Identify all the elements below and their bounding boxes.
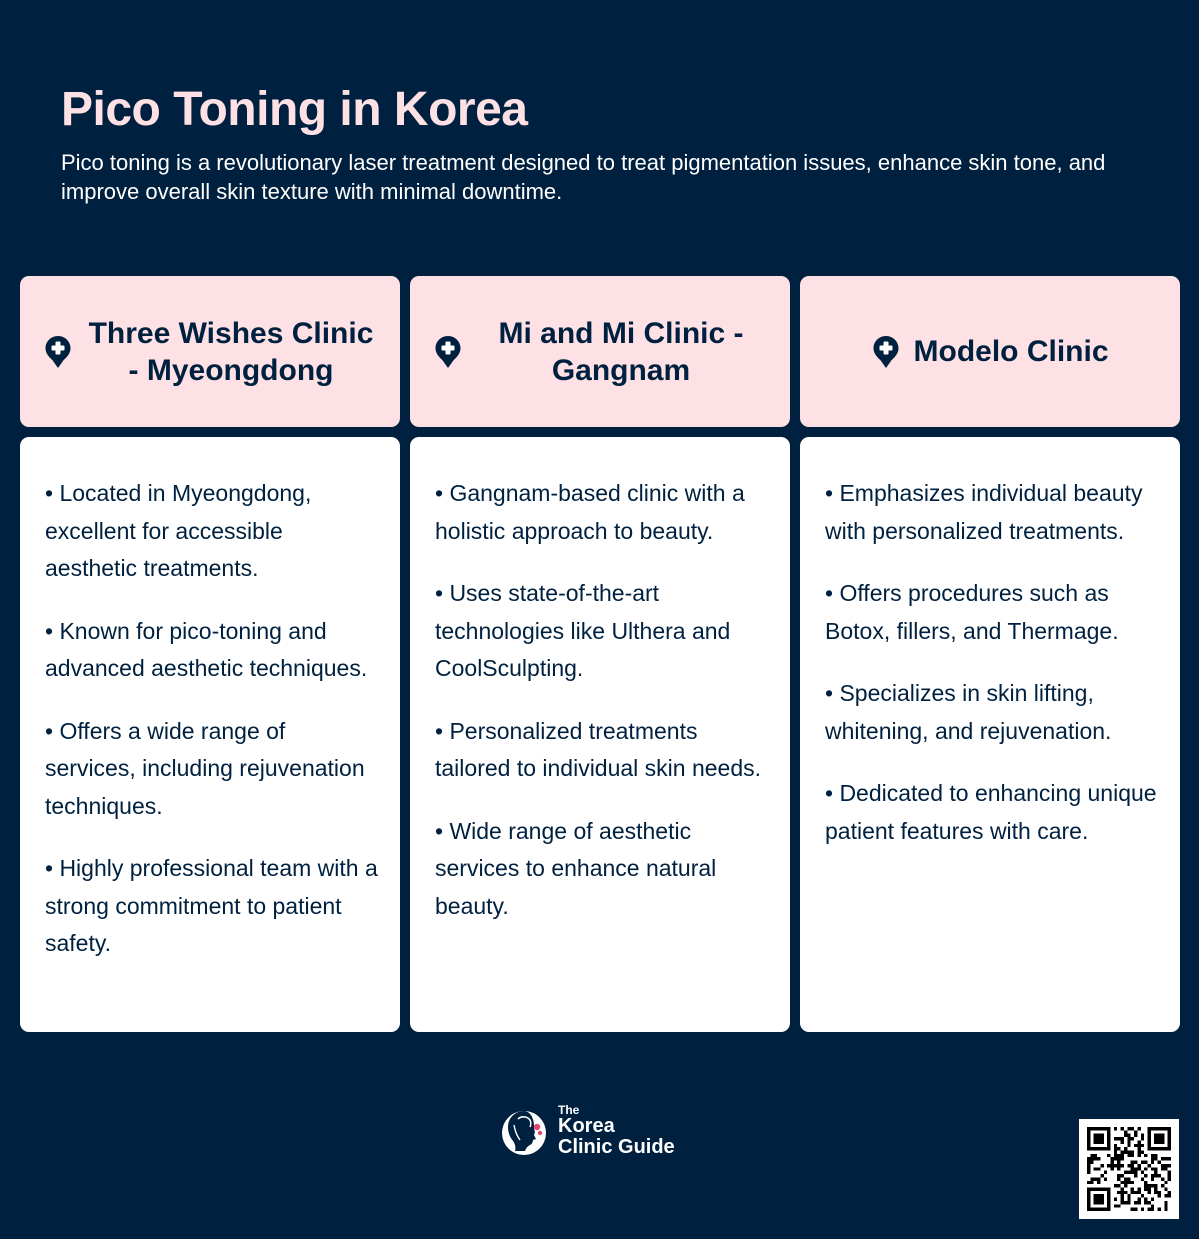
list-item: • Emphasizes individual beauty with personalized treatments. — [825, 480, 1143, 544]
clinic-card-mi-and-mi — [410, 276, 790, 1032]
list-item: • Personalized treatments tailored to individual skin needs. — [435, 717, 762, 781]
brand-logo — [500, 1103, 675, 1159]
list-item: • Highly professional team with a strong commitment to patient safety. — [45, 855, 378, 956]
clinic-name: Modelo Clinic — [913, 335, 1109, 368]
list-item: • Located in Myeongdong, excellent for accessible aesthetic treatments. — [45, 480, 312, 581]
map-pin-plus-icon — [434, 335, 462, 369]
logo-the: The — [558, 1103, 580, 1117]
clinic-card-body — [20, 437, 400, 1032]
woman-profile-logo-icon — [500, 1103, 550, 1159]
qr-code-icon — [1087, 1127, 1171, 1211]
clinic-card-header — [20, 276, 400, 427]
clinic-card-modelo — [800, 276, 1180, 1032]
page-subtitle: Pico toning is a revolutionary laser treatment designed to treat pigmentation issues, enhance skin tone, and improve overall skin texture with minimal downtime. — [61, 150, 1106, 204]
list-item: • Gangnam-based clinic with a holistic approach to beauty. — [435, 480, 745, 544]
list-item: • Dedicated to enhancing unique patient features with care. — [825, 780, 1157, 844]
clinic-name: Three Wishes Clinic - Myeongdong — [88, 316, 374, 387]
clinic-card-header — [410, 276, 790, 427]
page-header — [61, 82, 1161, 206]
list-item: • Known for pico-toning and advanced aesthetic techniques. — [45, 617, 368, 681]
page-title: Pico Toning in Korea — [61, 83, 528, 136]
clinic-card-three-wishes — [20, 276, 400, 1032]
list-item: • Uses state-of-the-art technologies like Ulthera and CoolSculpting. — [435, 580, 731, 681]
clinic-card-body — [410, 437, 790, 1032]
list-item: • Offers a wide range of services, including rejuvenation techniques. — [45, 717, 365, 819]
clinic-card-body — [800, 437, 1180, 1032]
brand-logo-text — [558, 1104, 675, 1158]
logo-line-1: Korea — [558, 1115, 615, 1137]
list-item: • Wide range of aesthetic services to enhance natural beauty. — [435, 817, 717, 919]
list-item: • Specializes in skin lifting, whitening, and rejuvenation. — [825, 680, 1112, 744]
qr-code[interactable] — [1079, 1119, 1179, 1219]
map-pin-plus-icon — [872, 335, 900, 369]
clinic-name: Mi and Mi Clinic - Gangnam — [498, 316, 744, 387]
list-item: • Offers procedures such as Botox, fillers, and Thermage. — [825, 580, 1119, 644]
clinic-card-header — [800, 276, 1180, 427]
logo-line-2: Clinic Guide — [558, 1136, 675, 1158]
map-pin-plus-icon — [44, 335, 72, 369]
